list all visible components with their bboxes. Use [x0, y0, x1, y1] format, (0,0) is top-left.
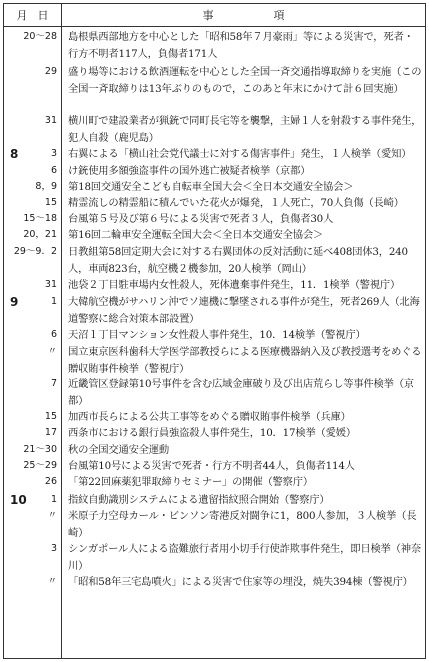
event-text: 精霊流しの精霊船に積んでいた花火が爆発，１人死亡，70人負傷（長崎）: [68, 197, 404, 209]
table-row: [4, 508, 425, 541]
event-text: 「昭和58年三宅島噴火」による災害で住家等の埋没，焼失394棟（警視庁）: [68, 576, 413, 588]
table-row: [4, 244, 425, 277]
event-text: 台風第10号による災害で死者・行方不明者44人，負傷者114人: [68, 460, 355, 472]
day-label: 8，9: [35, 181, 57, 192]
table-row: [4, 474, 425, 491]
event-text: 秋の全国交通安全運動: [68, 444, 169, 456]
event-header: [62, 4, 425, 26]
day-label: 21〜30: [23, 444, 57, 455]
day-label: 31: [44, 279, 57, 290]
date-cell: [4, 244, 61, 277]
table-row: [4, 541, 425, 574]
day-label: 26: [44, 476, 57, 487]
date-cell: [4, 113, 61, 146]
day-label: 〃: [47, 510, 57, 521]
table-row: [4, 376, 425, 409]
event-text: 天沼１丁目マンション女性殺人事件発生，10．14検挙（警視庁）: [68, 329, 366, 341]
day-label: 20〜28: [23, 31, 57, 42]
day-label: 3: [50, 148, 57, 159]
table-row: [4, 277, 425, 294]
table-row: [4, 195, 425, 212]
day-header: 日: [37, 9, 49, 22]
date-cell: [4, 195, 61, 212]
month-label: 9: [10, 295, 19, 309]
table-row: [4, 29, 425, 62]
event-text: け銃使用多額強盗事件の国外逃亡被疑者検挙（京都）: [68, 165, 311, 177]
date-cell: [4, 64, 61, 97]
table-row: [4, 179, 425, 196]
table-row: [4, 163, 425, 180]
month-label: 8: [10, 147, 19, 161]
date-cell: [4, 474, 61, 491]
chronology-table: [3, 3, 426, 659]
date-cell: [4, 327, 61, 344]
event-text: 指紋自動識別システムによる遺留指紋照合開始（警察庁）: [68, 494, 330, 506]
table-row: [4, 574, 425, 591]
table-row: [4, 64, 425, 97]
event-text: 国立東京医科歯科大学医学部教授らによる医療機器納入及び教授選考をめぐる贈収賄事件検挙（警視庁）: [68, 346, 422, 375]
table-row: [4, 211, 425, 228]
event-text: 島根県西部地方を中心とした「昭和58年７月豪雨」等による災害で，死者・行方不明者117人，負傷者171人: [68, 31, 414, 60]
event-text: 日教組第58回定期大会に対する右翼団体の反対活動に延べ408団体3，240人，車両823台，航空機２機参加，20人検挙（岡山）: [68, 246, 408, 275]
date-cell: [4, 146, 61, 163]
date-cell: [4, 425, 61, 442]
event-text: 米原子力空母カール・ビンソン寄港反対闘争に1，800人参加，３人検挙（長崎）: [68, 510, 417, 539]
event-text: 第16回二輪車安全運転全国大会＜全日本交通安全協会＞: [68, 229, 324, 241]
event-text: 第18回交通安全こども自転車全国大会＜全日本交通安全協会＞: [68, 181, 354, 193]
date-cell: [4, 277, 61, 294]
event-text: 近畿管区登録第10号事件を含む広域金庫破り及び出店荒らし等事件検挙（京都）: [68, 378, 414, 407]
day-label: 1: [50, 296, 57, 307]
date-cell: [4, 541, 61, 574]
day-label: 20，21: [23, 229, 57, 240]
table-body: [4, 27, 425, 658]
date-cell: [4, 227, 61, 244]
date-cell: [4, 179, 61, 196]
table-row: [4, 146, 425, 163]
event-text: 西条市における銀行員強盗殺人事件発生，10．17検挙（愛媛）: [68, 427, 356, 439]
table-row: [4, 344, 425, 377]
month-label: 10: [10, 493, 27, 507]
date-cell: [4, 409, 61, 426]
day-label: 1: [50, 494, 57, 505]
day-label: 25〜29: [23, 460, 57, 471]
date-cell: [4, 211, 61, 228]
day-label: 6: [50, 329, 57, 340]
table-row: [4, 492, 425, 509]
day-label: 15〜18: [23, 213, 57, 224]
table-header: [4, 4, 425, 27]
day-label: 31: [44, 115, 57, 126]
day-label: 15: [44, 411, 57, 422]
event-text: 右翼による「横山社会党代議士に対する傷害事件」発生，１人検挙（愛知）: [68, 148, 412, 160]
event-text: 台風第５号及び第６号による災害で死者３人，負傷者30人: [68, 213, 334, 225]
date-cell: [4, 492, 61, 509]
date-cell: [4, 458, 61, 475]
day-label: 29: [44, 66, 57, 77]
table-row: [4, 227, 425, 244]
date-header: [4, 4, 62, 26]
date-cell: [4, 376, 61, 409]
day-label: 15: [44, 197, 57, 208]
date-cell: [4, 442, 61, 459]
day-label: 6: [50, 165, 57, 176]
day-label: 〃: [47, 576, 57, 587]
table-row: [4, 442, 425, 459]
day-label: 〃: [47, 346, 57, 357]
table-row: [4, 409, 425, 426]
day-label: 29〜9．2: [13, 246, 57, 257]
event-text: 池袋２丁目駐車場内女性殺人，死体遺棄事件発生，11．1検挙（警視庁）: [68, 279, 401, 291]
date-cell: [4, 508, 61, 541]
date-cell: [4, 294, 61, 327]
date-cell: [4, 574, 61, 591]
event-text: シンガポール人による盗難旅行者用小切手行使詐欺事件発生，即日検挙（神奈川）: [68, 543, 421, 572]
event-header-char-2: 項: [273, 9, 285, 22]
day-label: 7: [50, 378, 57, 389]
date-cell: [4, 163, 61, 180]
date-cell: [4, 344, 61, 377]
event-text: 「第22回麻薬犯罪取締りセミナー」の開催（警察庁）: [68, 476, 313, 488]
day-label: 17: [44, 427, 57, 438]
table-row: [4, 327, 425, 344]
event-text: 横川町で建設業者が猟銃で同町長宅等を襲撃，主婦１人を射殺する事件発生，犯人自殺（鹿児島）: [68, 115, 422, 144]
day-label: 3: [50, 543, 57, 554]
event-text: 加西市長らによる公共工事等をめぐる贈収賄事件検挙（兵庫）: [68, 411, 351, 423]
month-header: 月: [16, 9, 28, 22]
table-row: [4, 425, 425, 442]
table-row: [4, 113, 425, 146]
date-cell: [4, 29, 61, 62]
table-row: [4, 294, 425, 327]
table-row: [4, 458, 425, 475]
event-text: 大韓航空機がサハリン沖でソ連機に撃墜される事件が発生，死者269人（北海道警察に総合対策本部設置）: [68, 296, 420, 325]
event-text: 盛り場等における飲酒運転を中心とした全国一斉交通指導取締りを実施（この全国一斉取締りは13年ぶりのもので，このあと年末にかけて計６回実施）: [68, 66, 422, 95]
event-header-char-1: 事: [202, 9, 214, 22]
